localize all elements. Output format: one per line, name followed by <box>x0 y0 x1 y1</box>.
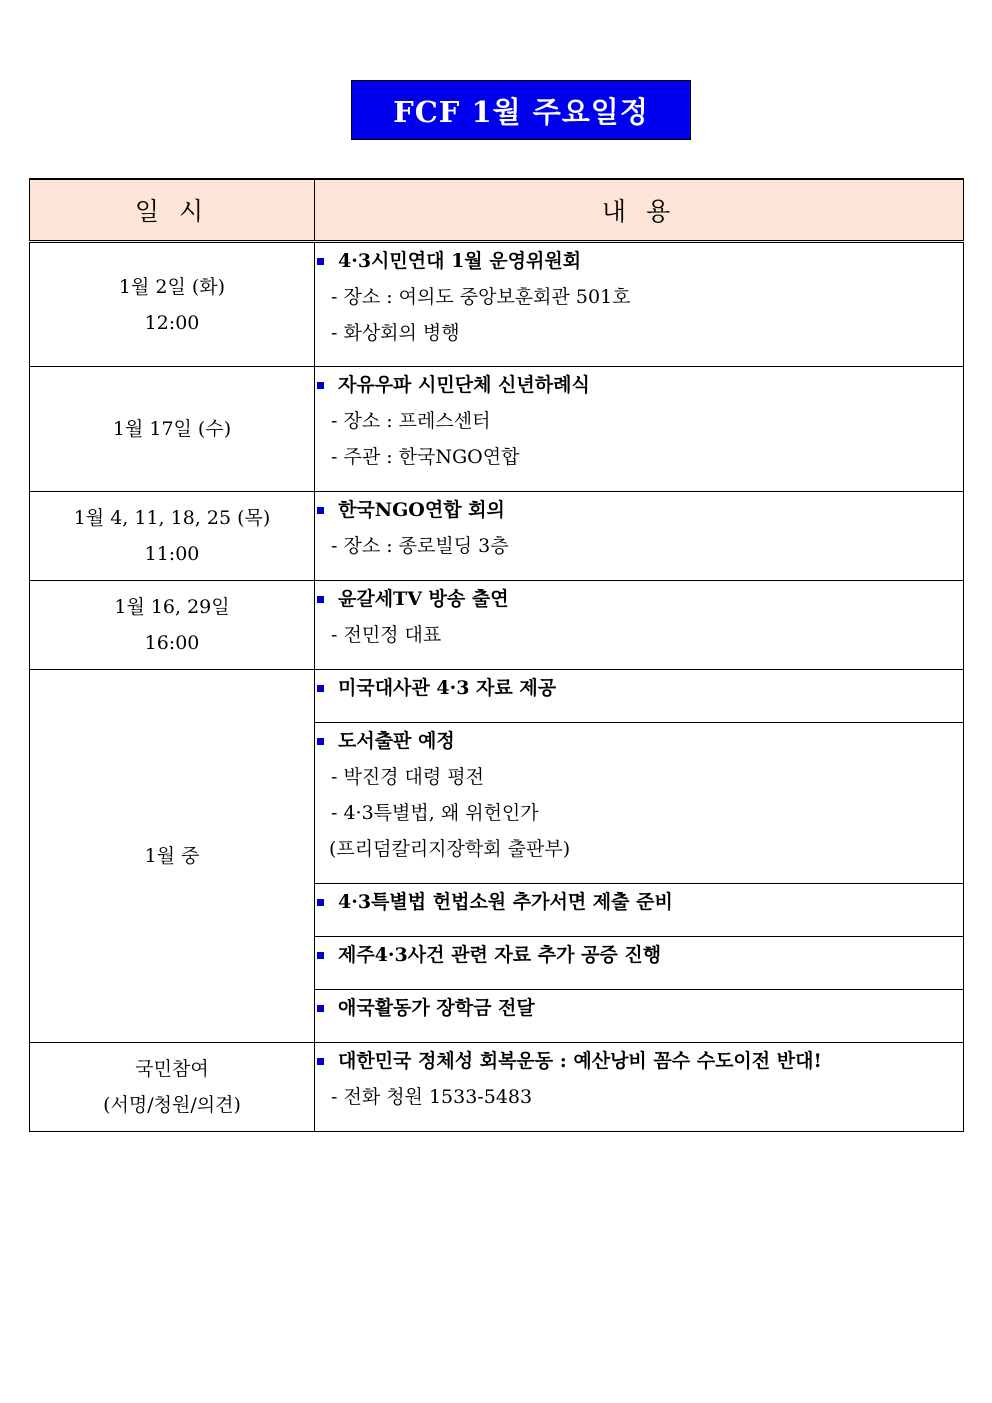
item-title: 대한민국 정체성 회복운동 : 예산낭비 꼼수 수도이전 반대! <box>338 1050 822 1072</box>
content-cell <box>315 1043 964 1132</box>
schedule-item <box>315 581 963 617</box>
item-title: 한국NGO연합 회의 <box>338 499 505 521</box>
item-detail: - 4·3특별법, 왜 위헌인가 <box>331 802 539 824</box>
item-title: 도서출판 예정 <box>338 730 455 752</box>
schedule-item <box>315 492 963 528</box>
item-title: 4·3시민연대 1월 운영위원회 <box>338 250 582 272</box>
date-cell <box>30 1043 315 1132</box>
content-cell <box>315 242 964 367</box>
table-row <box>30 1043 964 1132</box>
square-bullet-icon <box>317 258 324 265</box>
item-detail: - 박진경 대령 평전 <box>331 766 485 788</box>
date-line: 국민참여 <box>135 1058 209 1080</box>
schedule-item <box>315 670 963 706</box>
table-row <box>30 492 964 581</box>
page-title: FCF 1월 주요일정 <box>393 94 649 129</box>
title-banner <box>351 80 691 140</box>
content-cell <box>315 492 964 581</box>
content-cell <box>315 581 964 670</box>
item-title: 4·3특별법 헌법소원 추가서면 제출 준비 <box>338 891 673 913</box>
content-cell <box>315 884 964 937</box>
schedule-item <box>315 1043 963 1079</box>
date-line: 1월 16, 29일 <box>114 596 230 618</box>
item-detail: - 장소 : 프레스센터 <box>331 410 491 432</box>
header-content: 내 용 <box>315 179 964 242</box>
square-bullet-icon <box>317 596 324 603</box>
item-detail: - 화상회의 병행 <box>331 322 460 344</box>
square-bullet-icon <box>317 507 324 514</box>
square-bullet-icon <box>317 685 324 692</box>
content-cell <box>315 937 964 990</box>
date-cell <box>30 581 315 670</box>
item-title: 윤갈세TV 방송 출연 <box>338 588 509 610</box>
date-line: 1월 4, 11, 18, 25 (목) <box>73 507 271 529</box>
schedule-item <box>315 723 963 759</box>
schedule-item <box>315 990 963 1026</box>
time-line: 16:00 <box>144 632 200 654</box>
item-detail: - 장소 : 종로빌딩 3층 <box>331 535 509 557</box>
date-cell <box>30 670 315 1043</box>
date-line: 1월 17일 (수) <box>112 418 232 440</box>
table-row <box>30 670 964 723</box>
schedule-item <box>315 884 963 920</box>
item-detail: (프리덤칼리지장학회 출판부) <box>329 838 571 860</box>
item-title: 제주4·3사건 관련 자료 추가 공증 진행 <box>338 944 662 966</box>
date-line: 1월 2일 (화) <box>118 275 226 298</box>
schedule-item <box>315 937 963 973</box>
square-bullet-icon <box>317 952 324 959</box>
date-cell <box>30 492 315 581</box>
item-detail: - 전민정 대표 <box>331 624 442 646</box>
schedule-item <box>315 367 963 403</box>
header-date: 일 시 <box>30 179 315 242</box>
item-title: 미국대사관 4·3 자료 제공 <box>338 677 557 699</box>
table-row <box>30 367 964 492</box>
header-row <box>30 179 964 242</box>
date-cell <box>30 242 315 367</box>
schedule-table <box>29 178 964 1132</box>
time-line: 12:00 <box>144 311 200 334</box>
time-line: 11:00 <box>144 543 200 565</box>
table-row <box>30 242 964 367</box>
square-bullet-icon <box>317 382 324 389</box>
date-line: 1월 중 <box>144 845 200 867</box>
date-line: (서명/청원/의견) <box>103 1094 241 1116</box>
square-bullet-icon <box>317 1058 324 1065</box>
item-title: 애국활동가 장학금 전달 <box>338 997 535 1019</box>
item-detail: - 전화 청원 1533-5483 <box>331 1086 533 1108</box>
item-detail: - 주관 : 한국NGO연합 <box>331 446 520 468</box>
schedule-item <box>315 243 963 279</box>
content-cell <box>315 990 964 1043</box>
item-title: 자유우파 시민단체 신년하례식 <box>338 374 590 396</box>
item-detail: - 장소 : 여의도 중앙보훈회관 501호 <box>331 286 631 308</box>
square-bullet-icon <box>317 1005 324 1012</box>
date-cell <box>30 367 315 492</box>
content-cell <box>315 670 964 723</box>
square-bullet-icon <box>317 899 324 906</box>
content-cell <box>315 723 964 884</box>
square-bullet-icon <box>317 738 324 745</box>
content-cell <box>315 367 964 492</box>
table-row <box>30 581 964 670</box>
